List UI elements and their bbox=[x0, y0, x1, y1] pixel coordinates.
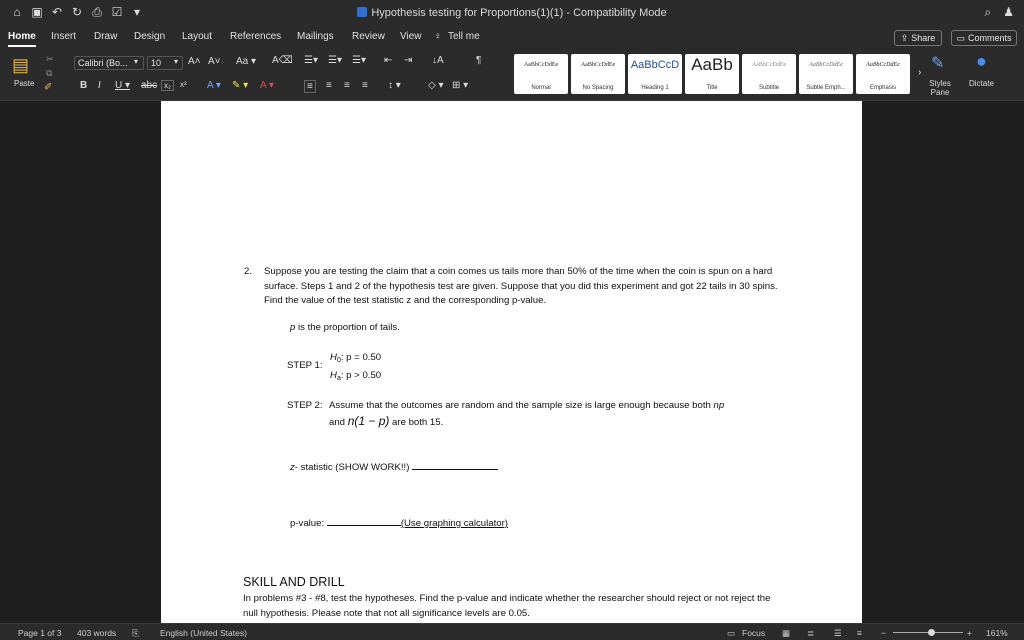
p-value-hint: (Use graphing calculator) bbox=[400, 518, 508, 529]
ribbon-tabs bbox=[0, 27, 1024, 49]
word-count[interactable]: 403 words bbox=[77, 628, 117, 638]
step2-label: STEP 2: bbox=[287, 400, 323, 411]
shrink-font-icon[interactable]: A˅ bbox=[208, 56, 221, 67]
style-heading-label: Heading 1 bbox=[641, 85, 669, 91]
step2-text bbox=[329, 399, 769, 430]
styles-pane-icon[interactable]: ✎ bbox=[931, 55, 945, 72]
subscript-icon[interactable]: x₂ bbox=[161, 80, 174, 91]
tell-me-search[interactable]: Tell me bbox=[448, 31, 480, 42]
tab-home[interactable]: Home bbox=[8, 31, 36, 42]
style-no-spacing-preview: AaBbCcDdEe bbox=[580, 62, 616, 68]
bold-icon[interactable]: B bbox=[80, 80, 88, 91]
style-subtle-label: Subtle Emph... bbox=[806, 85, 846, 91]
zoom-in-icon[interactable]: + bbox=[967, 628, 972, 638]
p-value-prompt bbox=[290, 517, 508, 532]
align-right-icon[interactable]: ≡ bbox=[344, 80, 350, 91]
lightbulb-icon: ♀ bbox=[434, 31, 442, 42]
more-icon[interactable]: ▾ bbox=[133, 5, 141, 19]
font-size-field[interactable]: 10 bbox=[147, 56, 183, 70]
z-answer-blank[interactable] bbox=[412, 461, 498, 470]
p-value-blank[interactable] bbox=[327, 517, 401, 526]
italic-icon[interactable]: I bbox=[98, 80, 101, 91]
cut-icon[interactable]: ✂ bbox=[46, 54, 54, 64]
style-heading-preview: AaBbCcD bbox=[630, 59, 680, 71]
p-definition-text: is the proportion of tails. bbox=[295, 322, 400, 333]
page-count[interactable]: Page 1 of 3 bbox=[18, 628, 62, 638]
focus-label[interactable]: Focus bbox=[742, 628, 766, 638]
document-canvas[interactable] bbox=[0, 101, 1024, 623]
style-title-label: Title bbox=[706, 85, 718, 91]
font-name-field[interactable]: Calibri (Bo... bbox=[74, 56, 144, 70]
clear-formatting-icon[interactable]: A⌫ bbox=[272, 55, 293, 66]
gallery-chevron-right-icon[interactable]: › bbox=[918, 67, 922, 78]
increase-indent-icon[interactable]: ⇥ bbox=[404, 55, 413, 66]
decrease-indent-icon[interactable]: ⇤ bbox=[384, 55, 393, 66]
compatibility-mode-label: Compatibility Mode bbox=[573, 7, 667, 19]
pilcrow-icon[interactable]: ¶ bbox=[476, 55, 482, 66]
home-ribbon bbox=[0, 49, 1024, 101]
section-instructions: In problems #3 - #8, test the hypotheses. Find the p-value and indicate whether the researcher should reject or not reject the null hypothesis. Please note that not all significance levels are 0.05. bbox=[243, 593, 771, 619]
styles-gallery bbox=[514, 54, 914, 96]
style-subtle-preview: AaBbCcDdEe bbox=[809, 62, 843, 68]
superscript-icon[interactable]: x² bbox=[180, 80, 187, 89]
text-effects-icon[interactable]: A ▾ bbox=[207, 80, 221, 91]
draft-view-icon[interactable]: ≡ bbox=[857, 628, 862, 638]
proportion-definition bbox=[290, 321, 400, 336]
style-subtitle[interactable] bbox=[742, 54, 796, 94]
multilevel-list-icon[interactable]: ☰▾ bbox=[352, 55, 366, 66]
bullets-icon[interactable]: ☰▾ bbox=[304, 55, 318, 66]
style-title-preview: AaBb bbox=[691, 55, 733, 74]
copy-icon[interactable]: ⧉ bbox=[46, 68, 53, 78]
check-icon[interactable]: ☑ bbox=[111, 5, 123, 19]
p-variable: p bbox=[290, 322, 296, 333]
undo-icon[interactable]: ↶ bbox=[51, 5, 63, 19]
home-icon[interactable]: ⌂ bbox=[13, 5, 21, 19]
format-painter-icon[interactable]: ✐ bbox=[44, 82, 53, 93]
style-title[interactable] bbox=[685, 54, 739, 94]
document-page[interactable] bbox=[161, 101, 862, 623]
step1-label: STEP 1: bbox=[287, 360, 323, 371]
line-spacing-icon[interactable]: ↕ ▾ bbox=[388, 80, 401, 91]
title-separator: - bbox=[563, 7, 574, 19]
z-statistic-prompt bbox=[290, 461, 498, 476]
proofing-icon[interactable]: ⎘ bbox=[132, 628, 139, 638]
tab-insert[interactable]: Insert bbox=[51, 31, 77, 42]
share-label: Share bbox=[911, 33, 936, 43]
borders-icon[interactable]: ⊞ ▾ bbox=[452, 80, 469, 91]
font-dropdown-chevron-icon[interactable]: ▾ bbox=[134, 57, 139, 66]
step2-text-a: Assume that the outcomes are random and the sample size is large enough because both bbox=[329, 400, 714, 411]
style-normal[interactable] bbox=[514, 54, 568, 94]
document-name: Hypothesis testing for Proportions(1)(1) bbox=[371, 7, 564, 19]
step2-text-c: are both 15. bbox=[389, 416, 444, 428]
style-subtitle-label: Subtitle bbox=[758, 85, 779, 91]
highlight-icon[interactable]: ✎ ▾ bbox=[232, 80, 249, 91]
section-heading: SKILL AND DRILL bbox=[243, 575, 345, 589]
grow-font-icon[interactable]: A˄ bbox=[188, 56, 201, 67]
alternative-hypothesis: $H_a$: p > 0.50 bbox=[330, 370, 382, 382]
step2-text-b: and bbox=[329, 416, 348, 428]
n1p-formula: n(1 − p) bbox=[347, 413, 390, 428]
null-hypothesis: $H_0$: p = 0.50 bbox=[330, 352, 382, 364]
align-left-icon[interactable]: ≡ bbox=[304, 80, 316, 93]
size-dropdown-chevron-icon[interactable]: ▾ bbox=[174, 57, 179, 66]
style-emphasis[interactable] bbox=[856, 54, 910, 94]
style-heading-1[interactable] bbox=[628, 54, 682, 94]
z-statistic-label: - statistic (SHOW WORK!!) bbox=[294, 462, 410, 473]
comment-icon: ▭ bbox=[956, 32, 965, 43]
style-no-spacing-label: No Spacing bbox=[582, 85, 614, 91]
style-normal-label: Normal bbox=[531, 85, 551, 91]
styles-pane-label[interactable]: Styles Pane bbox=[929, 79, 951, 97]
account-icon[interactable]: ♟ bbox=[1003, 5, 1014, 19]
style-emphasis-preview: AaBbCcDdEe bbox=[866, 62, 900, 68]
font-color-icon[interactable]: A ▾ bbox=[260, 80, 274, 91]
comments-button[interactable] bbox=[951, 30, 1017, 46]
np-term: np bbox=[713, 400, 725, 411]
redo-icon[interactable]: ↻ bbox=[71, 5, 83, 19]
shading-icon[interactable]: ◇ ▾ bbox=[428, 80, 444, 91]
question-number: 2. bbox=[244, 266, 253, 277]
save-icon[interactable]: ▣ bbox=[31, 5, 43, 19]
clipboard-icon[interactable]: ▤ bbox=[12, 55, 30, 75]
p-value-label: p-value: bbox=[290, 518, 325, 529]
focus-icon[interactable]: ▭ bbox=[727, 628, 736, 638]
tab-layout[interactable]: Layout bbox=[182, 31, 213, 42]
share-button[interactable] bbox=[894, 30, 942, 46]
tab-references[interactable]: References bbox=[230, 31, 282, 42]
tab-review[interactable]: Review bbox=[352, 31, 385, 42]
dictate-label[interactable]: Dictate bbox=[969, 79, 994, 88]
search-icon[interactable]: ⌕ bbox=[984, 5, 992, 19]
language-label[interactable]: English (United States) bbox=[160, 628, 247, 638]
style-no-spacing[interactable] bbox=[571, 54, 625, 94]
share-icon: ⇪ bbox=[900, 32, 909, 43]
style-subtle-emphasis[interactable] bbox=[799, 54, 853, 94]
strikethrough-icon[interactable]: abc bbox=[141, 80, 158, 91]
z-variable: z bbox=[290, 462, 295, 473]
paste-label: Paste bbox=[14, 79, 35, 88]
change-case-icon[interactable]: Aa ▾ bbox=[236, 56, 257, 67]
comments-label: Comments bbox=[968, 33, 1012, 43]
alt-hypothesis-text: : p > 0.50 bbox=[340, 370, 382, 381]
style-subtitle-preview: AaBbCcDdEe bbox=[751, 62, 787, 68]
word-doc-icon bbox=[357, 7, 367, 17]
status-bar bbox=[0, 623, 1024, 640]
justify-icon[interactable]: ≡ bbox=[362, 80, 368, 91]
print-layout-icon[interactable]: ▦ bbox=[782, 628, 791, 638]
microphone-icon[interactable]: ● bbox=[976, 51, 987, 71]
title-bar bbox=[0, 0, 1024, 27]
window-title bbox=[0, 4, 1024, 19]
print-icon[interactable]: ⎙ bbox=[92, 4, 102, 19]
numbering-icon[interactable]: ☰▾ bbox=[328, 55, 342, 66]
null-hypothesis-text: : p = 0.50 bbox=[340, 352, 382, 363]
tab-design[interactable]: Design bbox=[134, 31, 166, 42]
tab-view[interactable]: View bbox=[400, 31, 422, 42]
zoom-slider-thumb[interactable] bbox=[928, 629, 935, 636]
zoom-level[interactable]: 161% bbox=[986, 628, 1008, 638]
style-emphasis-label: Emphasis bbox=[869, 85, 897, 91]
question-text: Suppose you are testing the claim that a coin comes us tails more than 50% of the time when the coin is spun on a hard surface. Steps 1 and 2 of the hypothesis test are given. Suppose that you did this experiment and got 22 tails in 30 spins. Find the value of the test statistic z and the corresponding p-value. bbox=[264, 266, 778, 306]
underline-icon[interactable]: U ▾ bbox=[115, 80, 131, 91]
tab-mailings[interactable]: Mailings bbox=[297, 31, 334, 42]
zoom-out-icon[interactable]: − bbox=[881, 628, 886, 638]
web-layout-icon[interactable]: ≣ bbox=[807, 628, 815, 638]
tab-draw[interactable]: Draw bbox=[94, 31, 118, 42]
style-normal-preview: AaBbCcDdEe bbox=[523, 62, 559, 68]
sort-icon[interactable]: ↓A bbox=[432, 55, 444, 66]
outline-view-icon[interactable]: ☰ bbox=[834, 628, 842, 638]
align-center-icon[interactable]: ≡ bbox=[326, 80, 332, 91]
